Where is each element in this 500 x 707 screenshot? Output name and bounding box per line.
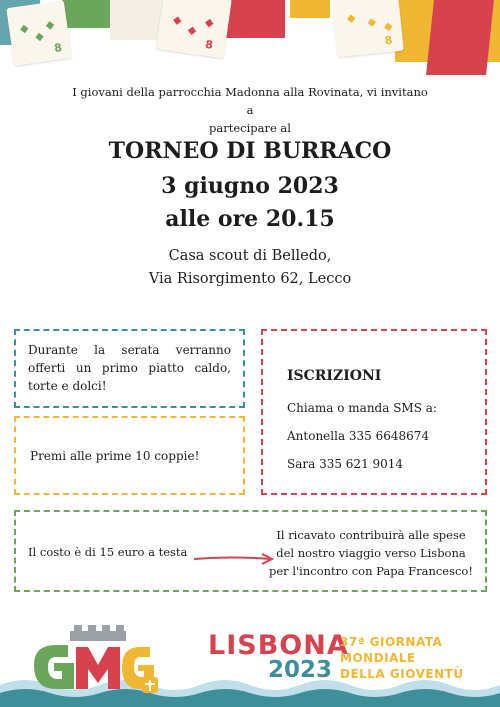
diamond-icon — [384, 23, 392, 31]
diamond-icon — [368, 18, 376, 26]
arrow-right-icon — [192, 552, 276, 566]
diamond-icon — [46, 21, 54, 29]
prizes-box — [14, 416, 245, 495]
diamond-icon — [35, 33, 43, 41]
card-right: 8 — [332, 0, 404, 57]
dinner-box — [14, 329, 245, 408]
diamond-icon — [173, 16, 181, 24]
registration-contact-2: Sara 335 621 9014 — [287, 457, 404, 471]
intro-line-1: I giovani della parrocchia Madonna alla Rovinata, vi invitano a — [72, 85, 428, 117]
card-center: 8 — [156, 0, 232, 58]
event-title: TORNEO DI BURRACO — [108, 138, 392, 164]
proceeds-text: Il ricavato contribuirà alle spese del nostro viaggio verso Lisbona per l'incontro con Papa Francesco! — [269, 528, 473, 578]
event-address: Via Risorgimento 62, Lecco — [148, 271, 352, 287]
diamond-icon — [20, 25, 28, 33]
event-date: 3 giugno 2023 — [161, 173, 339, 199]
diamond-icon — [205, 19, 213, 27]
gmg-tagline — [340, 634, 464, 682]
lisbona-word: LISBONA — [208, 630, 349, 661]
intro-line-2: partecipare al — [209, 121, 291, 135]
event-time: alle ore 20.15 — [165, 206, 335, 232]
event-venue: Casa scout di Belledo, — [168, 248, 332, 264]
playing-cards-banner — [0, 0, 500, 80]
card-left: 8 — [6, 0, 72, 66]
registration-contact-1: Antonella 335 6648674 — [287, 429, 430, 443]
registration-box — [261, 329, 487, 495]
diamond-icon — [188, 27, 196, 35]
diamond-icon — [347, 14, 355, 22]
gmg-logo-icon — [30, 625, 160, 705]
invitation-text — [70, 83, 430, 137]
cost-text: Il costo è di 15 euro a testa — [28, 545, 188, 559]
registration-instruction: Chiama o manda SMS a: — [287, 401, 437, 415]
prizes-text: Premi alle prime 10 coppie! — [30, 448, 200, 463]
registration-title: ISCRIZIONI — [287, 368, 382, 384]
gmg-tagline-3: DELLA GIOVENTÙ — [340, 667, 464, 681]
gmg-tagline-2: MONDIALE — [340, 651, 416, 665]
gmg-tagline-1: 37ª GIORNATA — [340, 635, 443, 649]
dinner-text: Durante la serata verranno offerti un primo piatto caldo, torte e dolci! — [28, 343, 231, 393]
lisbona-year: 2023 — [268, 657, 333, 683]
cost-box — [14, 510, 487, 592]
